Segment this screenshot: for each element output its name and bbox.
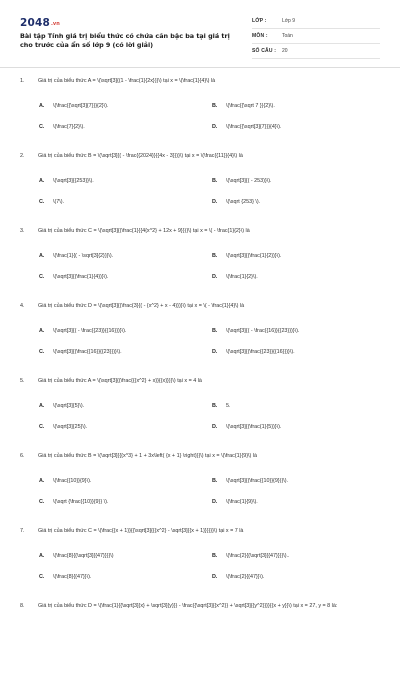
- option-letter: C.: [39, 349, 45, 355]
- option-text: \(\frac{7}{2}\).: [53, 124, 85, 130]
- option-a[interactable]: [39, 102, 108, 110]
- option-text: 5.: [226, 403, 231, 409]
- question-text: Giá trị của biểu thức C = \(\frac{{x + 1}}{{\sqrt[3]{{{x^2} - \sqrt[3]{{x + 1}}}}}}\) tại x = 7 là: [38, 528, 244, 534]
- option-letter: D.: [212, 199, 218, 205]
- option-letter: B.: [212, 328, 218, 334]
- question-text: Giá trị của biểu thức D = \(\sqrt[3]{(\frac{3}{( - {x^2} + x - 4)})}\) tại x = \( - \frac{1}{4}\) là: [38, 303, 245, 309]
- option-a[interactable]: [39, 477, 91, 485]
- option-a[interactable]: [39, 177, 94, 185]
- question-number: 6.: [20, 453, 25, 459]
- option-d[interactable]: [212, 498, 258, 506]
- question-number: 5.: [20, 378, 25, 384]
- option-letter: D.: [212, 424, 218, 430]
- option-text: \(\sqrt[3]{( - \frac{{23}}{{16}})}\).: [53, 328, 127, 334]
- question-number: 8.: [20, 603, 25, 609]
- option-text: \(\sqrt {253} \).: [226, 199, 261, 205]
- option-text: \(\frac{1}{( - \sqrt[3]{2})}\).: [53, 253, 114, 259]
- question-number: 4.: [20, 303, 25, 309]
- question-text: Giá trị của biểu thức D = \(\frac{1}{{\sqrt[3]{x} + \sqrt[3]{y}}} - \frac{{\sqrt[3]{{x^2}} + \sqrt[3]{{y^2}}}}{{x + y}}\) tại x = 27, y = 8 là:: [38, 603, 338, 609]
- option-text: \(\frac{2}{{\sqrt[3]{{47}}}}\)..: [226, 553, 290, 559]
- option-b[interactable]: [212, 252, 281, 260]
- option-letter: A.: [39, 553, 45, 559]
- option-text: \(\frac{{\sqrt[3]{7}}}{4}\).: [226, 124, 282, 130]
- option-a[interactable]: [39, 327, 126, 335]
- meta-row-count: [252, 44, 380, 59]
- option-d[interactable]: [212, 123, 281, 131]
- question-number: 3.: [20, 228, 25, 234]
- option-c[interactable]: [39, 123, 85, 131]
- question-text: Giá trị của biểu thức C = \(\sqrt[3]{(\frac{1}{{4{x^2} + 12x + 9}})}\) tại x = \( - \frac{1}{2}\) là: [38, 228, 250, 234]
- option-b[interactable]: [212, 102, 275, 110]
- option-text: \(\sqrt {\frac{{10}}{9}} \).: [53, 499, 109, 505]
- option-d[interactable]: [212, 348, 295, 356]
- option-b[interactable]: [212, 477, 288, 485]
- option-text: \(7\).: [53, 199, 65, 205]
- meta-label: MÔN :: [252, 33, 268, 39]
- option-letter: C.: [39, 124, 45, 130]
- option-d[interactable]: [212, 573, 264, 581]
- option-letter: B.: [212, 403, 218, 409]
- logo-suffix: .vn: [51, 21, 60, 27]
- option-letter: C.: [39, 199, 45, 205]
- option-b[interactable]: [212, 402, 231, 410]
- option-text: \(\frac{8}{{\sqrt[3]{{47}}}}\): [53, 553, 114, 559]
- option-c[interactable]: [39, 573, 91, 581]
- option-letter: A.: [39, 253, 45, 259]
- meta-label: SỐ CÂU :: [252, 48, 277, 54]
- option-letter: D.: [212, 274, 218, 280]
- option-text: \(\sqrt[3]{(\frac{1}{4})}\).: [53, 274, 109, 280]
- option-letter: B.: [212, 178, 218, 184]
- meta-value: Lớp 9: [282, 18, 296, 24]
- option-c[interactable]: [39, 498, 108, 506]
- question-number: 2.: [20, 153, 25, 159]
- question-list: [0, 77, 400, 677]
- question-number: 7.: [20, 528, 25, 534]
- option-letter: B.: [212, 103, 218, 109]
- option-letter: B.: [212, 478, 218, 484]
- header-divider: [0, 67, 400, 68]
- question-text: Giá trị của biểu thức B = \(\sqrt[3]{{{x^3} + 1 + 3x\left( {x + 1} \right)}}\) tại x = \(\frac{1}{9}\) là: [38, 453, 258, 459]
- question-text: Giá trị của biểu thức B = \(\sqrt[3]{( - \frac{{2024}}{{4x - 3}})}\) tại x = \(\frac{{11}}{4}\) là: [38, 153, 243, 159]
- question-1: [0, 77, 400, 152]
- option-text: \(\sqrt[3]{(\frac{1}{5})}\).: [226, 424, 282, 430]
- option-b[interactable]: [212, 327, 299, 335]
- option-text: \(\sqrt[3]{(\frac{{10}}{9})}\).: [226, 478, 289, 484]
- option-letter: A.: [39, 178, 45, 184]
- page-header: [0, 0, 400, 66]
- option-letter: A.: [39, 103, 45, 109]
- question-4: [0, 302, 400, 377]
- site-logo[interactable]: [20, 17, 60, 29]
- option-d[interactable]: [212, 273, 258, 281]
- option-letter: D.: [212, 574, 218, 580]
- option-text: \(\frac{8}{{47}}\).: [53, 574, 92, 580]
- option-letter: D.: [212, 499, 218, 505]
- option-letter: A.: [39, 328, 45, 334]
- option-b[interactable]: [212, 177, 272, 185]
- option-text: \(\frac{2}{{47}}\).: [226, 574, 265, 580]
- option-letter: D.: [212, 349, 218, 355]
- meta-info: [252, 14, 380, 59]
- option-text: \(\sqrt[3]{{253}}\).: [53, 178, 94, 184]
- option-a[interactable]: [39, 252, 113, 260]
- question-8: [0, 602, 400, 677]
- option-letter: C.: [39, 424, 45, 430]
- question-text: Giá trị của biểu thức A = \(\sqrt[3]{(1 - \frac{1}{2x})}\) tại x = \(\frac{1}{4}\) là: [38, 78, 216, 84]
- option-letter: C.: [39, 574, 45, 580]
- option-text: \(\sqrt[3]{(\frac{{16}}{{23}})}\).: [53, 349, 122, 355]
- option-text: \(\sqrt[3]{( - \frac{{16}}{{23}})}\).: [226, 328, 300, 334]
- option-d[interactable]: [212, 423, 281, 431]
- option-text: \(\sqrt[3]{5}\).: [53, 403, 85, 409]
- option-d[interactable]: [212, 198, 260, 206]
- option-letter: A.: [39, 478, 45, 484]
- option-a[interactable]: [39, 402, 84, 410]
- option-b[interactable]: [212, 552, 290, 560]
- question-text: Giá trị của biểu thức A = \(\sqrt[3]{(\frac{{{x^2} + x}}{{x}})}\) tại x = 4 là: [38, 378, 202, 384]
- option-text: \(\sqrt[3]{(\frac{1}{2})}\).: [226, 253, 282, 259]
- option-letter: B.: [212, 553, 218, 559]
- page-title: Bài tập Tính giá trị biểu thức có chứa căn bậc ba tại giá trị cho trước của ẩn số lớp 9 (có lời giải): [20, 32, 230, 49]
- meta-value: Toán: [282, 33, 293, 39]
- question-3: [0, 227, 400, 302]
- option-letter: C.: [39, 499, 45, 505]
- option-text: \(\frac{{10}}{9}\).: [53, 478, 92, 484]
- option-letter: D.: [212, 124, 218, 130]
- option-text: \(\sqrt[3]{25}\).: [53, 424, 88, 430]
- option-text: \(\sqrt[3]{(\frac{{23}}{{16}})}\).: [226, 349, 295, 355]
- option-text: \(\sqrt[3]{( - 253)}\).: [226, 178, 272, 184]
- question-number: 1.: [20, 78, 25, 84]
- option-a[interactable]: [39, 552, 114, 560]
- question-5: [0, 377, 400, 452]
- logo-text: 2048: [20, 17, 51, 29]
- option-c[interactable]: [39, 423, 87, 431]
- option-text: \(\frac{{\sqrt[3]{7}}}{2}\).: [53, 103, 109, 109]
- option-text: \(\frac{1}{2}\).: [226, 274, 258, 280]
- option-text: \(\frac{{\sqrt 7 }}{2}\).: [226, 103, 275, 109]
- meta-value: 20: [282, 48, 288, 54]
- option-c[interactable]: [39, 198, 64, 206]
- question-6: [0, 452, 400, 527]
- option-text: \(\frac{1}{9}\).: [226, 499, 258, 505]
- question-7: [0, 527, 400, 602]
- meta-label: LỚP :: [252, 18, 267, 24]
- option-c[interactable]: [39, 273, 108, 281]
- meta-row-class: [252, 14, 380, 29]
- option-letter: B.: [212, 253, 218, 259]
- question-2: [0, 152, 400, 227]
- meta-row-subject: [252, 29, 380, 44]
- option-letter: C.: [39, 274, 45, 280]
- option-c[interactable]: [39, 348, 122, 356]
- option-letter: A.: [39, 403, 45, 409]
